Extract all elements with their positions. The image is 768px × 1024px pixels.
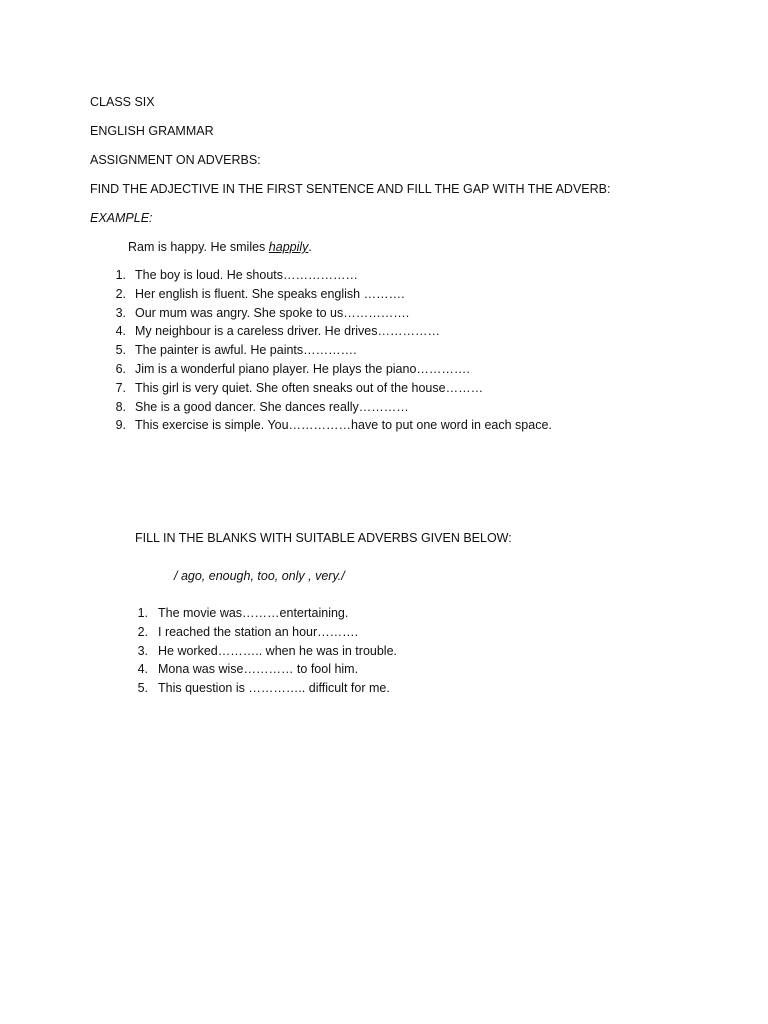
item-number: 6. xyxy=(115,361,126,376)
section-one-instruction: FIND THE ADJECTIVE IN THE FIRST SENTENCE AND FILL THE GAP WITH THE ADVERB: xyxy=(90,182,611,196)
item-text: The movie was………entertaining. xyxy=(158,606,349,620)
subject-heading: ENGLISH GRAMMAR xyxy=(90,124,214,138)
item-text: She is a good dancer. She dances really………… xyxy=(135,399,409,414)
item-number: 7. xyxy=(115,380,126,395)
item-number: 5. xyxy=(137,681,148,696)
item-number: 9. xyxy=(115,418,126,433)
item-number: 3. xyxy=(137,643,148,658)
item-number: 1. xyxy=(137,606,148,620)
item-text: He worked……….. when he was in trouble. xyxy=(158,643,397,658)
item-text: My neighbour is a careless driver. He drives…………… xyxy=(135,324,440,339)
item-number: 8. xyxy=(115,399,126,414)
section-two-instruction: FILL IN THE BLANKS WITH SUITABLE ADVERBS GIVEN BELOW: xyxy=(135,531,512,545)
item-number: 1. xyxy=(115,268,126,282)
example-prefix: Ram is happy. He smiles xyxy=(128,240,269,254)
item-number: 4. xyxy=(115,324,126,339)
assignment-heading: ASSIGNMENT ON ADVERBS: xyxy=(90,153,261,167)
item-text: The painter is awful. He paints…………. xyxy=(135,343,357,358)
item-text: Our mum was angry. She spoke to us……………. xyxy=(135,305,410,320)
example-suffix: . xyxy=(308,240,312,254)
item-text: The boy is loud. He shouts……………… xyxy=(135,268,358,282)
item-number: 2. xyxy=(137,624,148,639)
item-text: This girl is very quiet. She often sneaks out of the house……… xyxy=(135,380,484,395)
example-sentence xyxy=(128,240,312,255)
item-number: 4. xyxy=(137,662,148,677)
item-text: Her english is fluent. She speaks english ………. xyxy=(135,286,405,301)
class-heading: CLASS SIX xyxy=(90,95,155,109)
adverb-word-box: / ago, enough, too, only , very./ xyxy=(174,569,345,583)
item-text: Jim is a wonderful piano player. He plays the piano…………. xyxy=(135,361,470,376)
item-number: 5. xyxy=(115,343,126,358)
item-text: Mona was wise………… to fool him. xyxy=(158,662,359,677)
example-answer: happily xyxy=(268,240,309,254)
example-label: EXAMPLE: xyxy=(90,211,153,225)
item-number: 3. xyxy=(115,305,126,320)
item-text: This question is ………….. difficult for me. xyxy=(158,681,390,696)
item-text: I reached the station an hour………. xyxy=(158,624,359,639)
item-number: 2. xyxy=(115,286,126,301)
item-text: This exercise is simple. You……………have to put one word in each space. xyxy=(135,418,552,433)
